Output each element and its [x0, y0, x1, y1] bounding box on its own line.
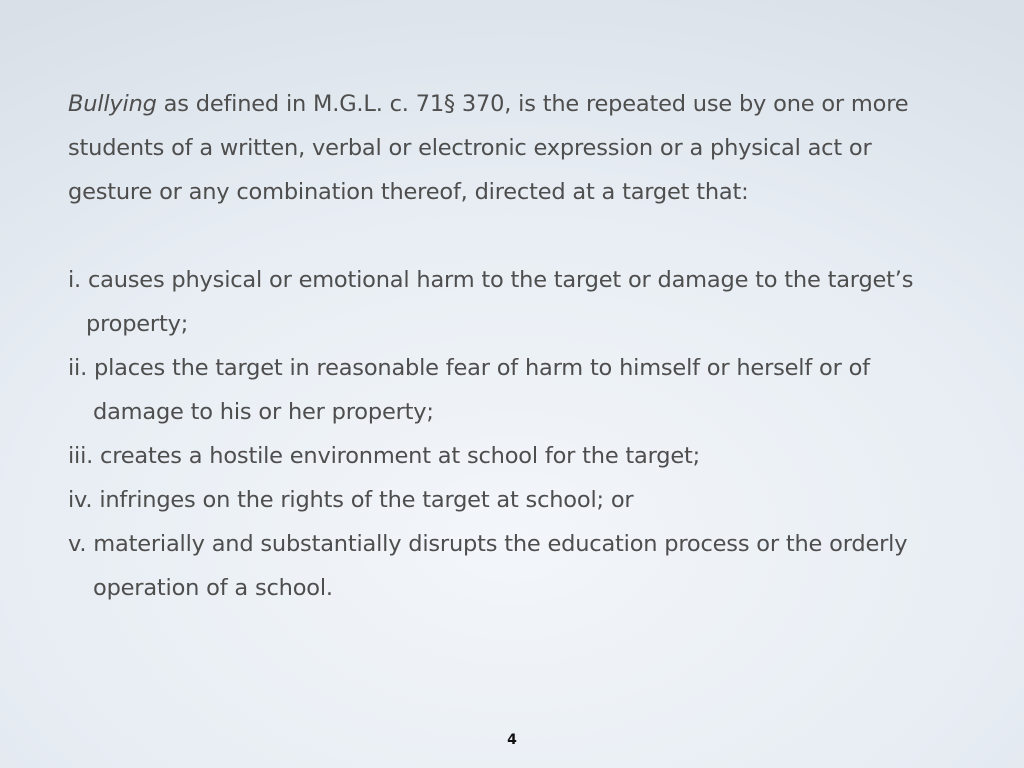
list-item-iv: iv. infringes on the rights of the target at school; or [68, 487, 634, 513]
intro-line-1 [68, 82, 968, 126]
bullying-term: Bullying [68, 91, 157, 117]
page-number: 4 [507, 732, 517, 748]
paragraph-gap [68, 214, 968, 258]
list-item-i: i. causes physical or emotional harm to the target or damage to the target’s [68, 267, 914, 293]
list-item-v-continuation: operation of a school. [93, 575, 333, 601]
list-item-ii: ii. places the target in reasonable fear of harm to himself or herself or of [68, 355, 870, 381]
list-item-v: v. materially and substantially disrupts the education process or the orderly [68, 531, 908, 557]
intro-line-2: students of a written, verbal or electronic expression or a physical act or [68, 135, 872, 161]
intro-line-1-text: as defined in M.G.L. c. 71§ 370, is the repeated use by one or more [156, 91, 909, 117]
list-item-ii-continuation: damage to his or her property; [93, 399, 434, 425]
slide-body [68, 82, 968, 610]
list-item-i-continuation: property; [86, 311, 189, 337]
intro-line-3: gesture or any combination thereof, directed at a target that: [68, 179, 749, 205]
list-item-iii: iii. creates a hostile environment at school for the target; [68, 443, 701, 469]
